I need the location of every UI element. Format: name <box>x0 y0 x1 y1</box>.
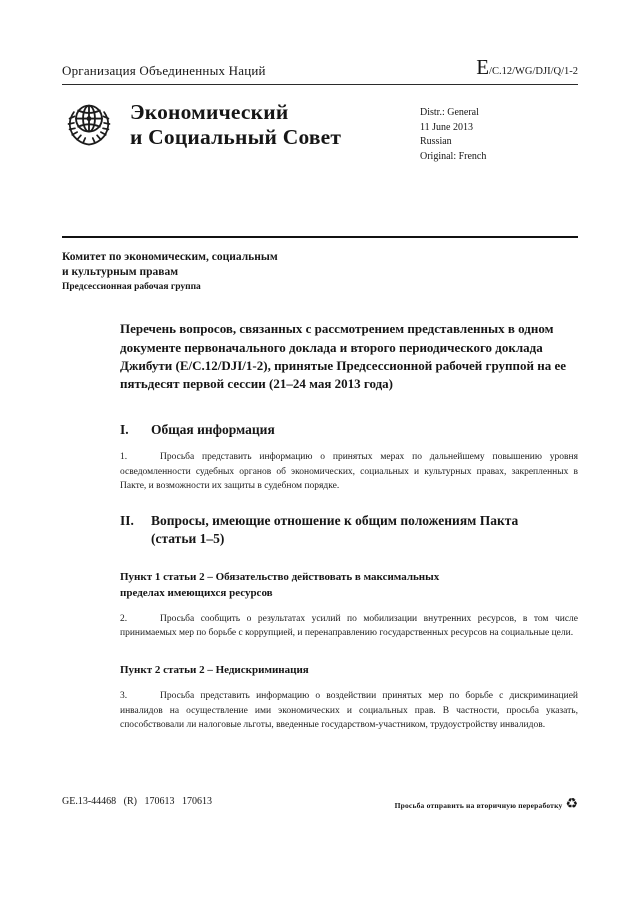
language-line: Russian <box>420 136 452 147</box>
date-line: 11 June 2013 <box>420 121 473 133</box>
un-org-name: Организация Объединенных Наций <box>62 63 266 78</box>
paragraph-text: Просьба сообщить о результатах усилий по мобилизации внутренних ресурсов, в том числе принимаемых мер по борьбе с коррупцией, и перенаправлению государственных ресурсов на социальные цели. <box>120 613 578 639</box>
document-symbol <box>476 57 578 79</box>
committee-name-line2: и культурным правам <box>62 265 179 278</box>
section-number: II. <box>120 512 134 528</box>
paragraph-number: 3. <box>120 691 128 702</box>
section-number: I. <box>120 422 129 438</box>
section-heading-2 <box>120 512 578 548</box>
council-title-line2: и Социальный Совет <box>130 125 342 150</box>
top-header-bar <box>62 57 578 85</box>
distribution-block <box>420 106 578 236</box>
recycle-notice <box>395 798 578 812</box>
committee-name <box>62 250 578 279</box>
section-heading-1 <box>120 421 578 439</box>
paragraph-text: Просьба представить информацию о воздействии принятых мер по борьбе с дискриминацией инвалидов на осуществление ими экономических и социальных прав. В частности, просьба указать, способствовали ли налоговые льготы, введенные государством-участником, трудоустройству инвалидов. <box>120 691 578 731</box>
paragraph-1 <box>120 450 578 493</box>
committee-name-line1: Комитет по экономическим, социальным <box>62 251 278 263</box>
thick-divider-rule <box>62 236 578 238</box>
council-title-line1: Экономический <box>130 100 289 124</box>
masthead <box>62 95 578 236</box>
document-title: Перечень вопросов, связанных с рассмотрением представленных в одном документе первоначального доклада и второго периодического доклада Джибути (E/C.12/DJI/1-2), принятые Предсессионной рабочей группой на ее пятьдесят первой сессии (21–24 мая 2013 года) <box>120 321 567 391</box>
section-title: Вопросы, имеющие отношение к общим положениям Пакта (статьи 1–5) <box>151 512 519 546</box>
subsection-heading-1: Пункт 1 статьи 2 – Обязательство действовать в максимальных пределах имеющихся ресурсов <box>120 571 440 599</box>
paragraph-3 <box>120 689 578 732</box>
page-footer <box>62 796 578 812</box>
paragraph-text: Просьба представить информацию о принятых мерах по дальнейшему повышению уровня осведомленности судебных органов об экономических, социальных и культурных правах, закрепленных в Пакте, и возможности их защиты в судебном порядке. <box>120 452 578 492</box>
section-title: Общая информация <box>151 422 275 438</box>
paragraph-number: 2. <box>120 613 128 624</box>
distr-line: Distr.: General <box>420 107 479 118</box>
original-language-line: Original: French <box>420 150 487 162</box>
ge-document-number: GE.13-44468 (R) 170613 170613 <box>62 796 212 807</box>
council-title <box>130 100 341 236</box>
document-body <box>120 320 578 732</box>
paragraph-number: 1. <box>120 452 128 463</box>
subsection-heading-2: Пункт 2 статьи 2 – Недискриминация <box>120 663 309 676</box>
un-emblem-icon <box>62 97 116 151</box>
document-symbol-letter: E <box>476 55 490 79</box>
paragraph-2 <box>120 612 578 641</box>
recycle-icon: ♻ <box>565 797 578 812</box>
recycle-note-text: Просьба отправить на вторичную переработку <box>394 801 563 810</box>
document-symbol-number: /C.12/WG/DJI/Q/1-2 <box>489 66 578 77</box>
working-group-label: Предсессионная рабочая группа <box>62 282 201 293</box>
